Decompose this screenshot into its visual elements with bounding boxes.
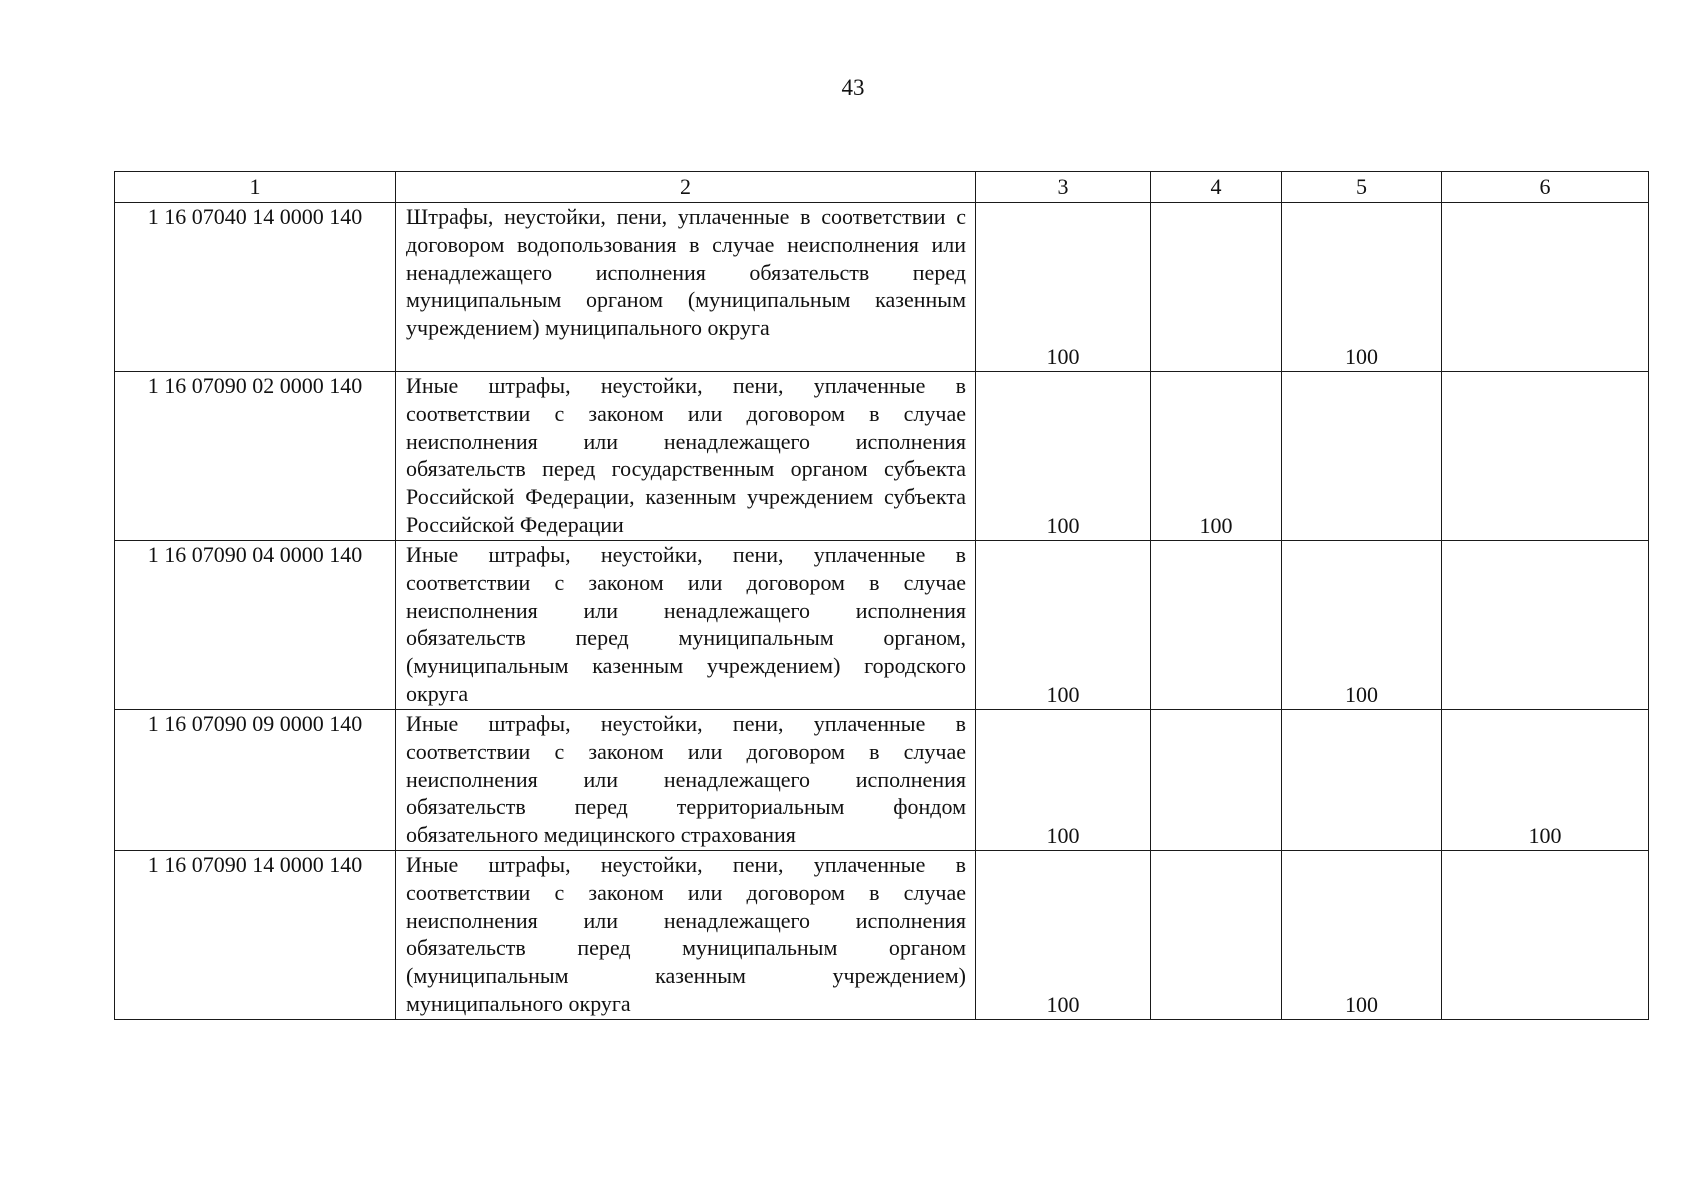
value-cell-col4 (1151, 203, 1282, 372)
value-cell-col3: 100 (976, 372, 1151, 541)
column-header-1: 1 (115, 172, 396, 203)
value-cell-col3: 100 (976, 851, 1151, 1020)
budget-code-cell: 1 16 07090 04 0000 140 (115, 541, 396, 710)
value-cell-col5 (1282, 372, 1442, 541)
value-cell-col6 (1442, 203, 1649, 372)
column-header-4: 4 (1151, 172, 1282, 203)
value-cell-col4 (1151, 541, 1282, 710)
value-cell-col3: 100 (976, 203, 1151, 372)
column-header-3: 3 (976, 172, 1151, 203)
column-header-2: 2 (396, 172, 976, 203)
table-row (115, 541, 1649, 710)
budget-code-cell: 1 16 07090 09 0000 140 (115, 710, 396, 851)
value-cell-col4 (1151, 851, 1282, 1020)
value-cell-col6: 100 (1442, 710, 1649, 851)
column-header-5: 5 (1282, 172, 1442, 203)
value-cell-col6 (1442, 541, 1649, 710)
budget-code-cell: 1 16 07040 14 0000 140 (115, 203, 396, 372)
value-cell-col4: 100 (1151, 372, 1282, 541)
value-cell-col5: 100 (1282, 203, 1442, 372)
page-number: 43 (841, 75, 865, 100)
budget-income-table (114, 171, 1649, 1020)
description-cell: Иные штрафы, неустойки, пени, уплаченные в соответствии с законом или договором в случае неисполнения или ненадлежащего исполнения обязательств перед государственным органом субъекта Российской Федерации, казенным учреждением субъекта Российской Федерации (396, 372, 976, 541)
description-cell: Иные штрафы, неустойки, пени, уплаченные в соответствии с законом или договором в случае неисполнения или ненадлежащего исполнения обязательств перед муниципальным органом, (муниципальным казенным учреждением) городского округа (396, 541, 976, 710)
description-cell: Иные штрафы, неустойки, пени, уплаченные в соответствии с законом или договором в случае неисполнения или ненадлежащего исполнения обязательств перед территориальным фондом обязательного медицинского страхования (396, 710, 976, 851)
value-cell-col6 (1442, 372, 1649, 541)
value-cell-col3: 100 (976, 710, 1151, 851)
column-header-6: 6 (1442, 172, 1649, 203)
budget-code-cell: 1 16 07090 02 0000 140 (115, 372, 396, 541)
budget-code-cell: 1 16 07090 14 0000 140 (115, 851, 396, 1020)
value-cell-col3: 100 (976, 541, 1151, 710)
value-cell-col6 (1442, 851, 1649, 1020)
table-row (115, 851, 1649, 1020)
table-row (115, 710, 1649, 851)
description-cell: Штрафы, неустойки, пени, уплаченные в соответствии с договором водопользования в случае неисполнения или ненадлежащего исполнения обязательств перед муниципальным органом (муниципальным казенным учреждением) муниципального округа (396, 203, 976, 372)
value-cell-col5 (1282, 710, 1442, 851)
value-cell-col5: 100 (1282, 851, 1442, 1020)
value-cell-col4 (1151, 710, 1282, 851)
table-row (115, 372, 1649, 541)
header-row (115, 172, 1649, 203)
value-cell-col5: 100 (1282, 541, 1442, 710)
table-row (115, 203, 1649, 372)
description-cell: Иные штрафы, неустойки, пени, уплаченные в соответствии с законом или договором в случае неисполнения или ненадлежащего исполнения обязательств перед муниципальным органом (муниципальным казенным учреждением) муниципального округа (396, 851, 976, 1020)
